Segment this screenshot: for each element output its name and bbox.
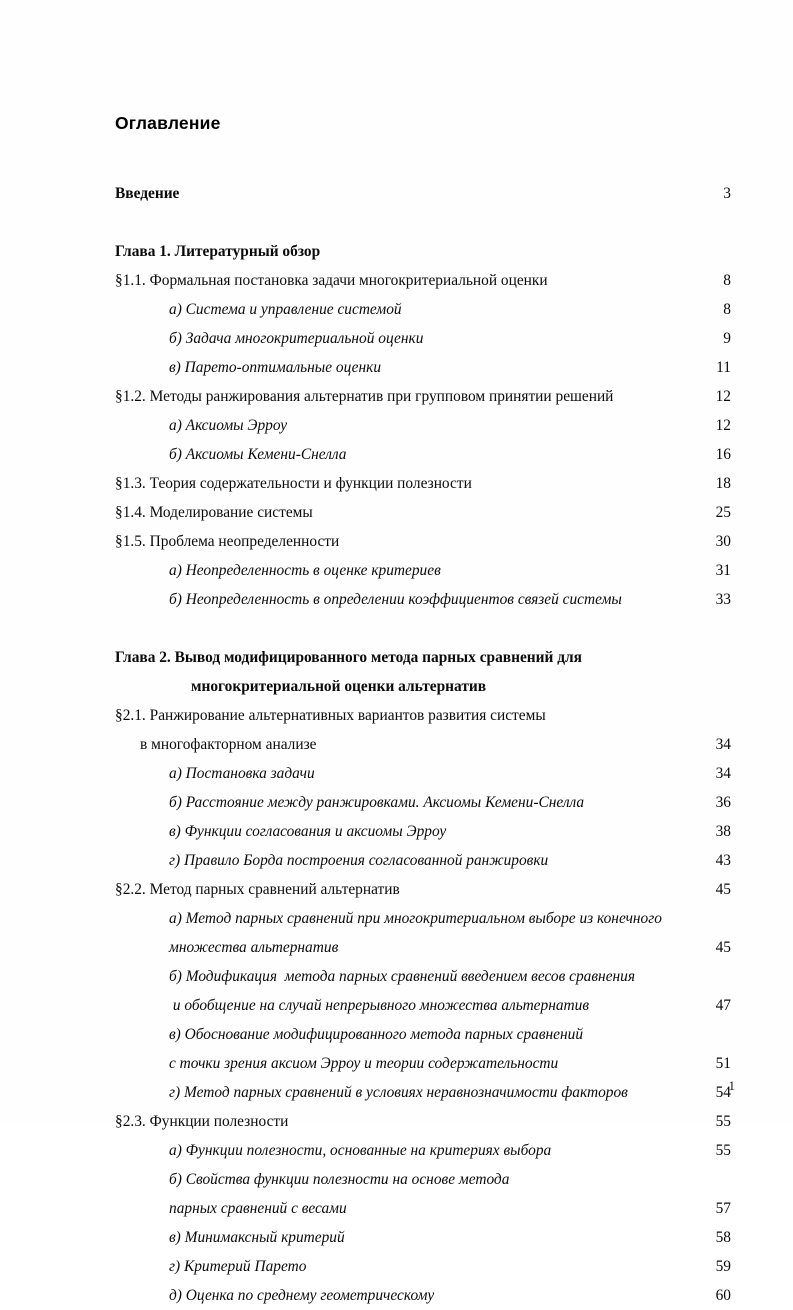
toc-entry-label: а) Постановка задачи bbox=[169, 765, 315, 783]
toc-entry-label: а) Неопределенность в оценке критериев bbox=[169, 562, 441, 580]
toc-entry-label: множества альтернатив bbox=[169, 939, 339, 957]
table-of-contents bbox=[115, 114, 731, 1310]
toc-entry-label: §1.4. Моделирование системы bbox=[115, 504, 313, 522]
toc-entry-vvedenie[interactable] bbox=[115, 179, 731, 208]
toc-entry-label: а) Аксиомы Эрроу bbox=[169, 417, 288, 435]
toc-entry-s2-2-b-l1[interactable] bbox=[115, 962, 731, 991]
toc-entry-page-number: 30 bbox=[715, 533, 731, 551]
toc-entry-label: §2.3. Функции полезности bbox=[115, 1113, 289, 1131]
toc-entry-s2-2-b-l2[interactable] bbox=[115, 991, 731, 1020]
toc-entry-label: б) Задача многокритериальной оценки bbox=[169, 330, 424, 348]
toc-entry-list bbox=[115, 179, 731, 1310]
page-number-folio: 1 bbox=[728, 1078, 735, 1093]
toc-entry-page-number: 12 bbox=[715, 388, 731, 406]
toc-entry-s1-1-v[interactable] bbox=[115, 353, 731, 382]
toc-entry-page-number: 45 bbox=[715, 939, 731, 957]
toc-entry-page-number: 55 bbox=[715, 1113, 731, 1131]
toc-entry-page-number: 8 bbox=[723, 272, 731, 290]
toc-entry-page-number: 9 bbox=[723, 330, 731, 348]
toc-entry-page-number: 59 bbox=[715, 1258, 731, 1276]
toc-entry-s2-2-a-l1[interactable] bbox=[115, 904, 731, 933]
toc-entry-s2-3-d[interactable] bbox=[115, 1281, 731, 1310]
toc-entry-label: д) Оценка по среднему геометрическому bbox=[169, 1287, 435, 1305]
toc-entry-s2-2-g[interactable] bbox=[115, 1078, 731, 1107]
toc-entry-page-number: 3 bbox=[723, 185, 731, 203]
toc-entry-s1-2[interactable] bbox=[115, 382, 731, 411]
toc-entry-label: Введение bbox=[115, 185, 180, 203]
toc-entry-label: §1.2. Методы ранжирования альтернатив при групповом принятии решений bbox=[115, 388, 614, 406]
toc-entry-page-number: 58 bbox=[715, 1229, 731, 1247]
toc-entry-label: б) Свойства функции полезности на основе метода bbox=[169, 1171, 510, 1189]
toc-entry-s1-5-b[interactable] bbox=[115, 585, 731, 614]
toc-entry-s2-1-a[interactable] bbox=[115, 759, 731, 788]
toc-entry-s2-1-g[interactable] bbox=[115, 846, 731, 875]
toc-entry-label: а) Система и управление системой bbox=[169, 301, 402, 319]
toc-entry-page-number: 18 bbox=[715, 475, 731, 493]
toc-entry-s2-1-b[interactable] bbox=[115, 788, 731, 817]
toc-entry-page-number: 47 bbox=[715, 997, 731, 1015]
toc-entry-s1-2-b[interactable] bbox=[115, 440, 731, 469]
toc-entry-label: §1.3. Теория содержательности и функции полезности bbox=[115, 475, 472, 493]
toc-entry-label: Глава 2. Вывод модифицированного метода парных сравнений для bbox=[115, 649, 582, 667]
toc-entry-label: б) Модификация метода парных сравнений введением весов сравнения bbox=[169, 968, 636, 986]
toc-entry-label: в) Минимаксный критерий bbox=[169, 1229, 345, 1247]
toc-entry-s1-2-a[interactable] bbox=[115, 411, 731, 440]
toc-entry-page-number: 43 bbox=[715, 852, 731, 870]
toc-entry-s2-2[interactable] bbox=[115, 875, 731, 904]
toc-entry-page-number: 51 bbox=[715, 1055, 731, 1073]
toc-entry-page-number: 8 bbox=[723, 301, 731, 319]
toc-entry-label: в) Парето-оптимальные оценки bbox=[169, 359, 382, 377]
toc-entry-label: §1.1. Формальная постановка задачи многокритериальной оценки bbox=[115, 272, 548, 290]
toc-entry-glava-1[interactable] bbox=[115, 237, 731, 266]
toc-entry-page-number: 34 bbox=[715, 736, 731, 754]
toc-entry-label: многокритериальной оценки альтернатив bbox=[191, 678, 487, 696]
toc-entry-label: б) Расстояние между ранжировками. Аксиомы Кемени-Снелла bbox=[169, 794, 585, 812]
toc-entry-label: парных сравнений с весами bbox=[169, 1200, 347, 1218]
toc-entry-label: в) Обоснование модифицированного метода парных сравнений bbox=[169, 1026, 584, 1044]
toc-entry-label: г) Критерий Парето bbox=[169, 1258, 307, 1276]
toc-entry-page-number: 34 bbox=[715, 765, 731, 783]
toc-entry-s2-2-v-l2[interactable] bbox=[115, 1049, 731, 1078]
toc-entry-label: а) Метод парных сравнений при многокритериальном выборе из конечного bbox=[169, 910, 662, 928]
toc-entry-s2-1-l1[interactable] bbox=[115, 701, 731, 730]
page-title: Оглавление bbox=[115, 113, 221, 133]
toc-entry-s1-4[interactable] bbox=[115, 498, 731, 527]
toc-entry-glava-2-l2[interactable] bbox=[115, 672, 731, 701]
toc-entry-s2-1-l2[interactable] bbox=[115, 730, 731, 759]
toc-entry-s2-3-v[interactable] bbox=[115, 1223, 731, 1252]
toc-entry-s2-3-g[interactable] bbox=[115, 1252, 731, 1281]
toc-entry-label: §1.5. Проблема неопределенности bbox=[115, 533, 340, 551]
toc-entry-label: с точки зрения аксиом Эрроу и теории содержательности bbox=[169, 1055, 559, 1073]
toc-entry-page-number: 11 bbox=[716, 359, 731, 377]
toc-entry-page-number: 31 bbox=[715, 562, 731, 580]
toc-entry-s1-5[interactable] bbox=[115, 527, 731, 556]
toc-entry-label: б) Неопределенность в определении коэффициентов связей системы bbox=[169, 591, 622, 609]
toc-entry-label: Глава 1. Литературный обзор bbox=[115, 243, 321, 261]
toc-entry-glava-2-l1[interactable] bbox=[115, 643, 731, 672]
toc-entry-s1-1-a[interactable] bbox=[115, 295, 731, 324]
toc-entry-label: г) Правило Борда построения согласованной ранжировки bbox=[169, 852, 549, 870]
toc-entry-label: г) Метод парных сравнений в условиях неравнозначимости факторов bbox=[169, 1084, 628, 1102]
toc-entry-s2-3-b-l1[interactable] bbox=[115, 1165, 731, 1194]
toc-entry-s1-3[interactable] bbox=[115, 469, 731, 498]
toc-entry-s2-2-a-l2[interactable] bbox=[115, 933, 731, 962]
toc-entry-page-number: 60 bbox=[715, 1287, 731, 1305]
toc-entry-page-number: 16 bbox=[715, 446, 731, 464]
toc-entry-page-number: 12 bbox=[715, 417, 731, 435]
toc-entry-label: б) Аксиомы Кемени-Снелла bbox=[169, 446, 347, 464]
toc-entry-label: а) Функции полезности, основанные на критериях выбора bbox=[169, 1142, 552, 1160]
toc-entry-s2-3-a[interactable] bbox=[115, 1136, 731, 1165]
toc-entry-page-number: 36 bbox=[715, 794, 731, 812]
toc-entry-s2-1-v[interactable] bbox=[115, 817, 731, 846]
toc-entry-s1-1[interactable] bbox=[115, 266, 731, 295]
toc-entry-page-number: 45 bbox=[715, 881, 731, 899]
toc-entry-page-number: 54 bbox=[715, 1084, 731, 1102]
toc-entry-page-number: 57 bbox=[715, 1200, 731, 1218]
toc-entry-label: в) Функции согласования и аксиомы Эрроу bbox=[169, 823, 447, 841]
toc-entry-label: §2.2. Метод парных сравнений альтернатив bbox=[115, 881, 400, 899]
toc-entry-page-number: 55 bbox=[715, 1142, 731, 1160]
toc-entry-label: и обобщение на случай непрерывного множества альтернатив bbox=[169, 997, 590, 1015]
toc-entry-s2-2-v-l1[interactable] bbox=[115, 1020, 731, 1049]
toc-entry-s1-1-b[interactable] bbox=[115, 324, 731, 353]
toc-entry-s2-3-b-l2[interactable] bbox=[115, 1194, 731, 1223]
toc-entry-page-number: 38 bbox=[715, 823, 731, 841]
toc-entry-label: §2.1. Ранжирование альтернативных вариантов развития системы bbox=[115, 707, 546, 725]
toc-entry-page-number: 33 bbox=[715, 591, 731, 609]
toc-entry-s1-5-a[interactable] bbox=[115, 556, 731, 585]
toc-entry-label: в многофакторном анализе bbox=[140, 736, 317, 754]
toc-entry-page-number: 25 bbox=[715, 504, 731, 522]
